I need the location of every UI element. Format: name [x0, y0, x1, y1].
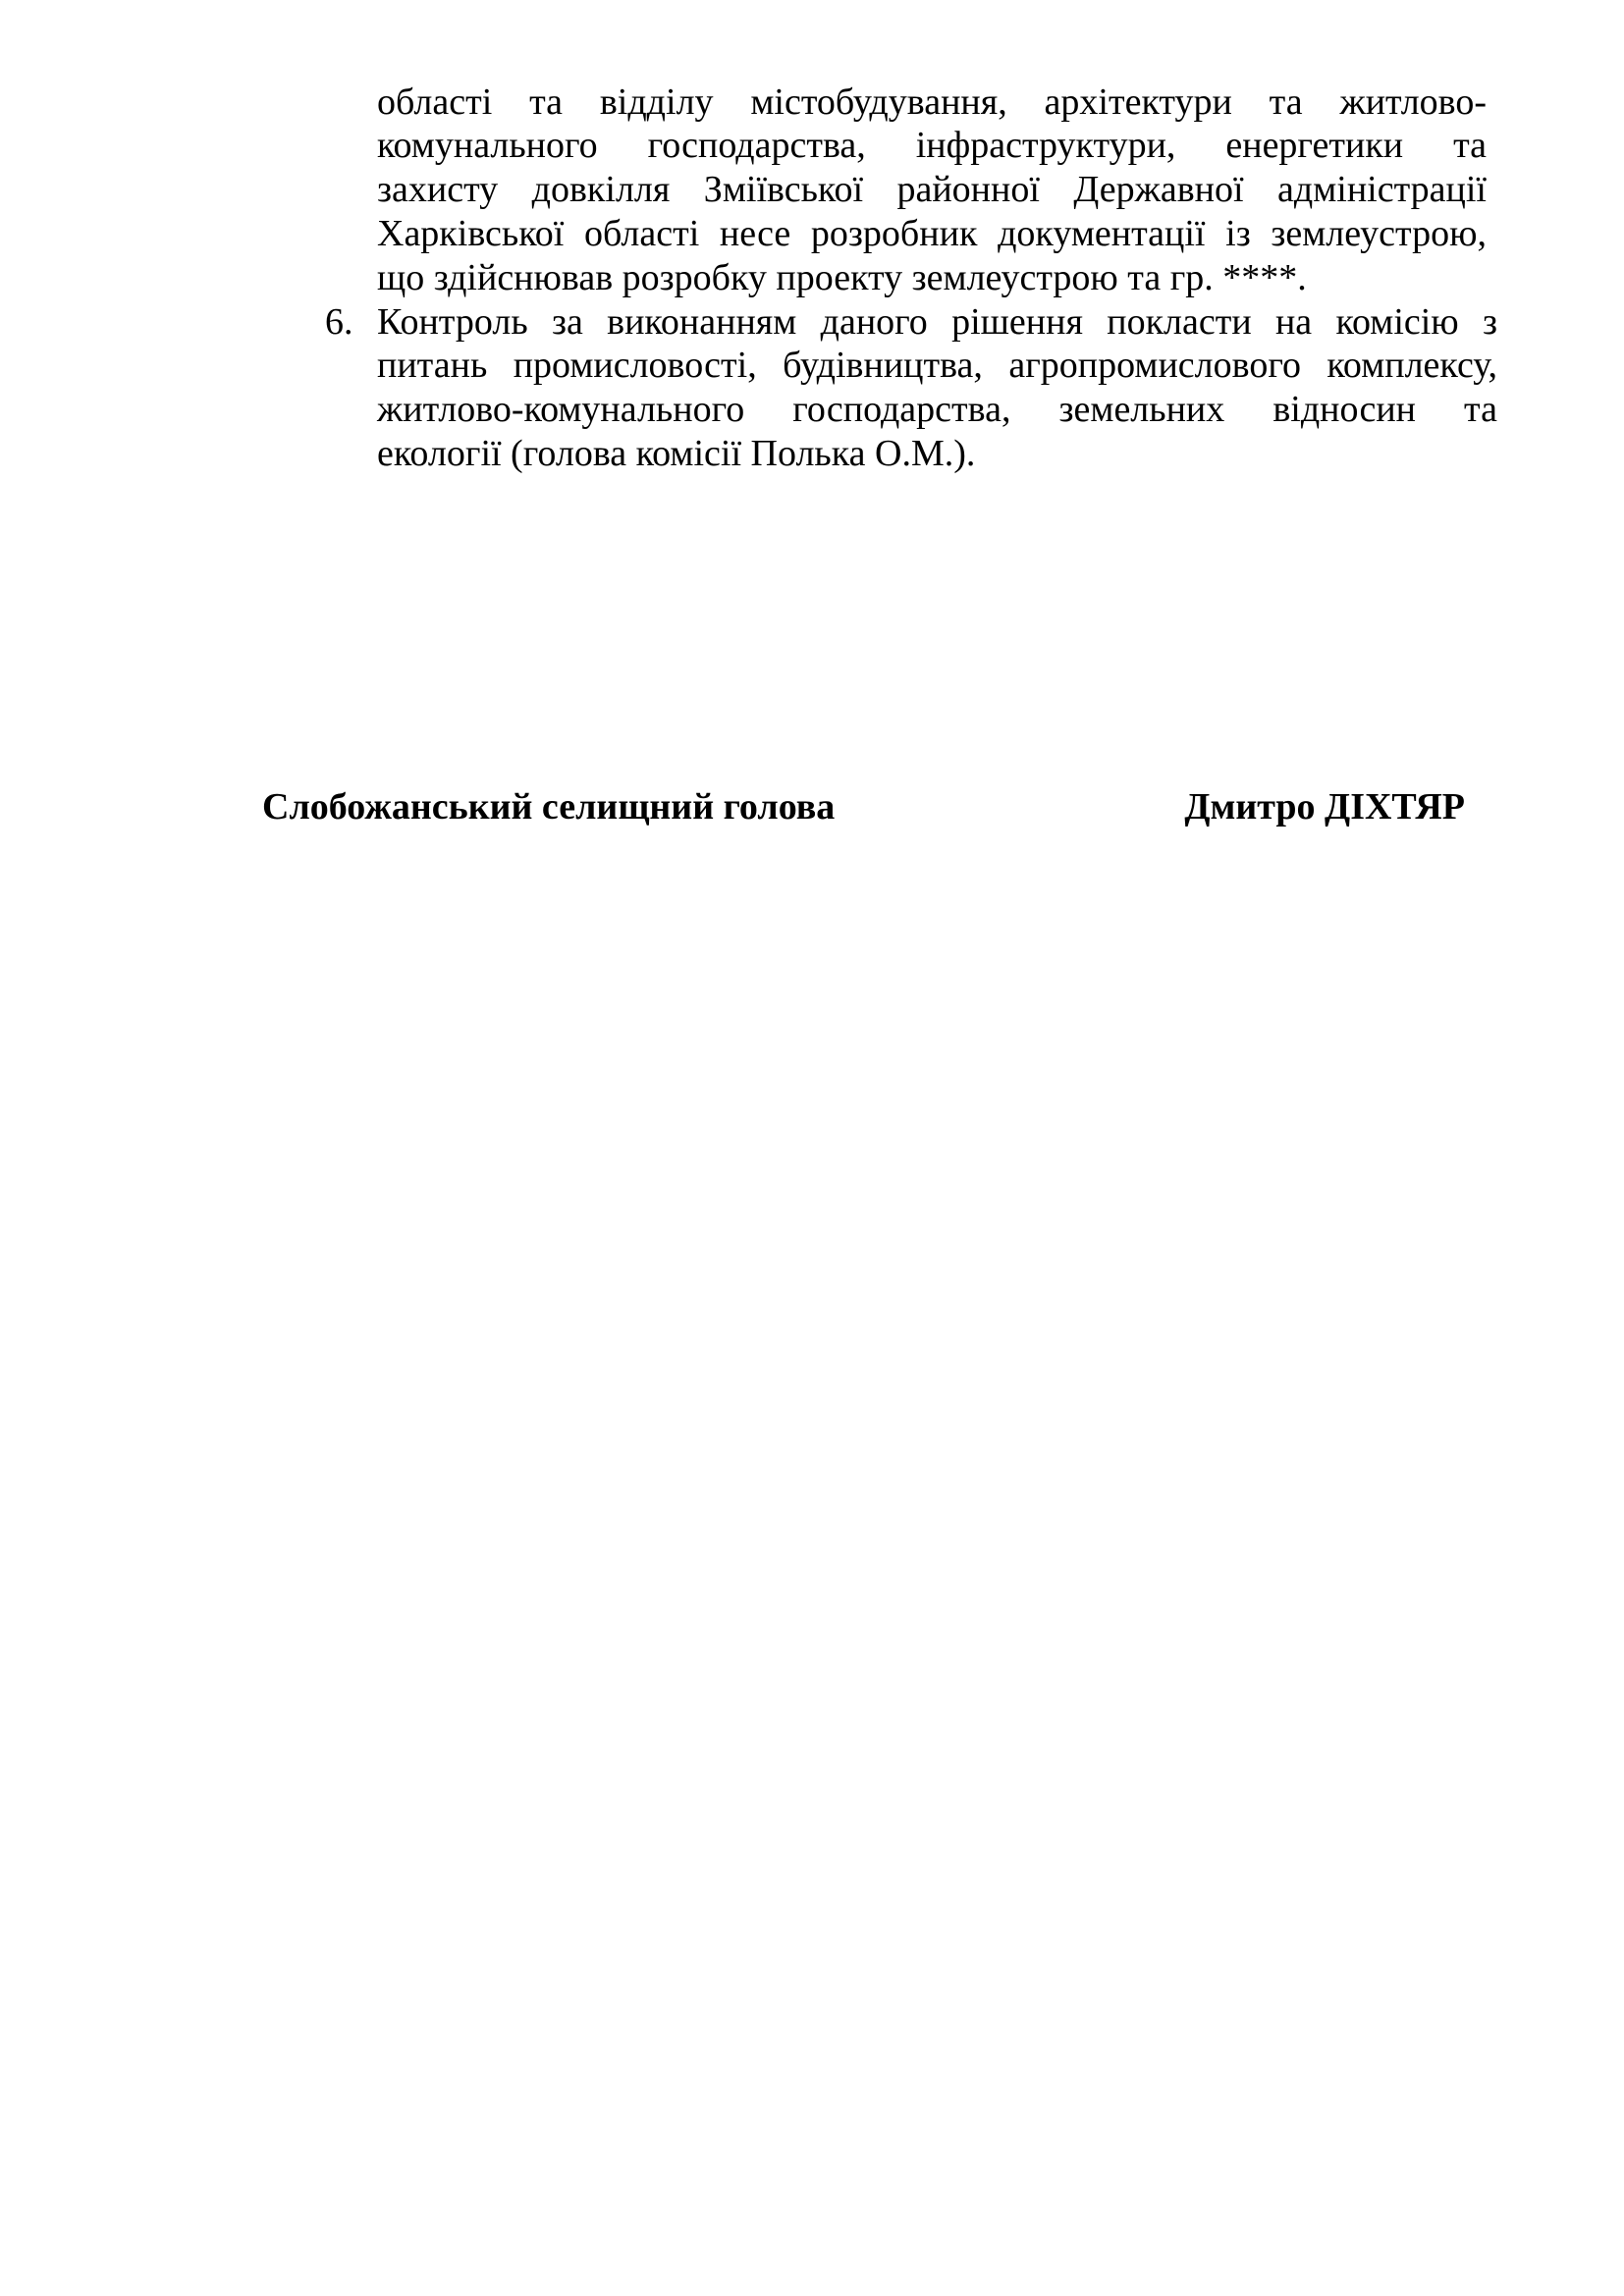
- list-item-line: житлово-комунального господарства, земельних відносин та: [377, 389, 1497, 430]
- paragraph-line: Харківської області несе розробник документації із землеустрою,: [377, 213, 1487, 254]
- paragraph-line: що здійснював розробку проекту землеустрою та гр. ****.: [377, 257, 1307, 298]
- list-item-line: Контроль за виконанням даного рішення покласти на комісію з: [377, 301, 1497, 343]
- signature-title: Слобожанський селищний голова: [262, 786, 836, 828]
- paragraph-line: комунального господарства, інфраструктури, енергетики та: [377, 125, 1487, 166]
- list-item-number: 6.: [325, 301, 353, 343]
- list-item-line: екології (голова комісії Полька О.М.).: [377, 433, 976, 474]
- list-item-line: питань промисловості, будівництва, агропромислового комплексу,: [377, 345, 1497, 386]
- paragraph-line: захисту довкілля Зміївської районної Державної адміністрації: [377, 169, 1487, 210]
- signature-name: Дмитро ДІХТЯР: [1184, 786, 1465, 828]
- paragraph-line: області та відділу містобудування, архітектури та житлово-: [377, 81, 1487, 123]
- signature-block: [262, 785, 1465, 834]
